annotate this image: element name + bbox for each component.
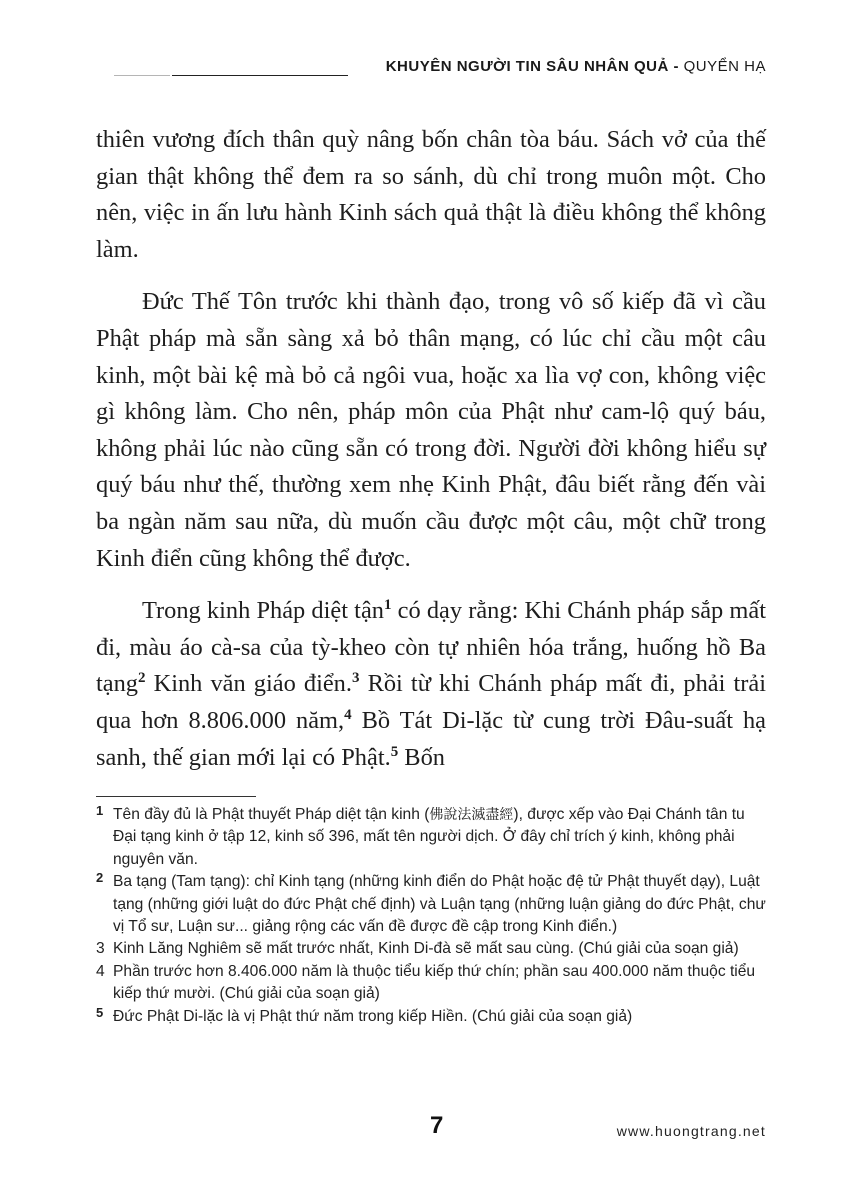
- volume-label: QUYỂN HẠ: [683, 58, 766, 75]
- p3-text-1: Trong kinh Pháp diệt tận: [142, 597, 384, 625]
- chinese-title: 佛說法滅盡經: [429, 807, 514, 823]
- p3-text-3: Kinh văn giáo điển.: [145, 670, 352, 698]
- footnote-text: Kinh Lăng Nghiêm sẽ mất trước nhất, Kinh Di-đà sẽ mất sau cùng. (Chú giải của soạn giả): [113, 940, 739, 958]
- book-title-text: KHUYÊN NGƯỜI TIN SÂU NHÂN QUẢ: [385, 58, 669, 75]
- footnote-number: 2: [96, 870, 104, 886]
- footnote-3: [96, 938, 766, 960]
- footnote-1: [96, 804, 766, 871]
- footnote-text: Đức Phật Di-lặc là vị Phật thứ năm trong kiếp Hiền. (Chú giải của soạn giả): [113, 1007, 633, 1025]
- running-header: [96, 52, 766, 82]
- header-rule-faint: [114, 75, 170, 76]
- footnote-number: 5: [96, 1004, 104, 1020]
- header-rule: [172, 75, 348, 76]
- page-number: 7: [430, 1112, 444, 1139]
- footnote-ref-4[interactable]: 4: [344, 706, 352, 723]
- paragraph-3: [96, 593, 766, 776]
- footnote-2: [96, 871, 766, 938]
- p3-text-4: Rồi từ khi Chánh pháp mất đi, phải trải qua hơn 8.806.000 năm,: [96, 670, 766, 734]
- footnote-text: Phần trước hơn 8.406.000 năm là thuộc tiểu kiếp thứ chín; phần sau 400.000 năm thuộc tiểu kiếp thứ mười. (Chú giải của soạn giả): [113, 962, 756, 1003]
- p3-text-6: Bốn: [398, 743, 445, 771]
- footnote-5: [96, 1006, 766, 1028]
- p3-text-2: có dạy rằng: Khi Chánh pháp sắp mất đi, màu áo cà-sa của tỳ-kheo còn tự nhiên hóa trắng, huống hồ Ba tạng: [96, 597, 766, 698]
- paragraph-2: Đức Thế Tôn trước khi thành đạo, trong vô số kiếp đã vì cầu Phật pháp mà sẵn sàng xả bỏ thân mạng, có lúc chỉ cầu một câu kinh, một bài kệ mà bỏ cả ngôi vua, hoặc xa lìa vợ con, không việc gì không làm. Cho nên, pháp môn của Phật như cam-lộ quý báu, không phải lúc nào cũng sẵn có trong đời. Người đời không hiểu sự quý báu như thế, thường xem nhẹ Kinh Phật, đâu biết rằng đến vài ba ngàn năm sau nữa, dù muốn cầu được một câu, một chữ trong Kinh điển cũng không thể được.: [96, 288, 766, 572]
- paragraph-1: thiên vương đích thân quỳ nâng bốn chân tòa báu. Sách vở của thế gian thật không thể đem ra so sánh, dù chỉ trong muôn một. Cho nên, việc in ấn lưu hành Kinh sách quả thật là điều không thể không làm.: [96, 126, 766, 263]
- footnote-text-b: ), được xếp vào Đại Chánh tân tu Đại tạng kinh ở tập 12, kinh số 396, mất tên người dịch. Ở đây chỉ trích ý kinh, không phải nguyên văn.: [113, 806, 745, 868]
- footnote-text: [113, 804, 766, 871]
- footnote-number: 3: [96, 940, 105, 958]
- footnote-number: 1: [96, 803, 104, 818]
- footnote-ref-1[interactable]: 1: [383, 597, 392, 614]
- book-title: [386, 58, 766, 75]
- website-url[interactable]: www.huongtrang.net: [616, 1123, 766, 1139]
- p3-text-5: Bồ Tát Di-lặc từ cung trời Đâu-suất hạ sanh, thế gian mới lại có Phật.: [96, 706, 767, 771]
- footnotes: [96, 804, 766, 1028]
- footnote-number: 4: [96, 962, 105, 980]
- footnote-ref-3[interactable]: 3: [351, 670, 360, 687]
- footnote-text-a: Tên đầy đủ là Phật thuyết Pháp diệt tận kinh (: [113, 806, 430, 823]
- body-text: [96, 122, 766, 776]
- title-separator: -: [668, 58, 684, 75]
- footnote-divider: [96, 796, 256, 797]
- footnote-text: Ba tạng (Tam tạng): chỉ Kinh tạng (những kinh điển do Phật hoặc đệ tử Phật thuyết dạy), Luật tạng (những giới luật do đức Phật chế định) và Luận tạng (những luận giảng do đức Phật, chư vị Tổ sư, Luận sư... giảng rộng các vấn đề được đề cập trong Kinh điển.): [113, 873, 766, 936]
- footnote-ref-5[interactable]: 5: [390, 743, 399, 760]
- footnote-4: [96, 961, 766, 1006]
- footnote-ref-2[interactable]: 2: [138, 670, 146, 687]
